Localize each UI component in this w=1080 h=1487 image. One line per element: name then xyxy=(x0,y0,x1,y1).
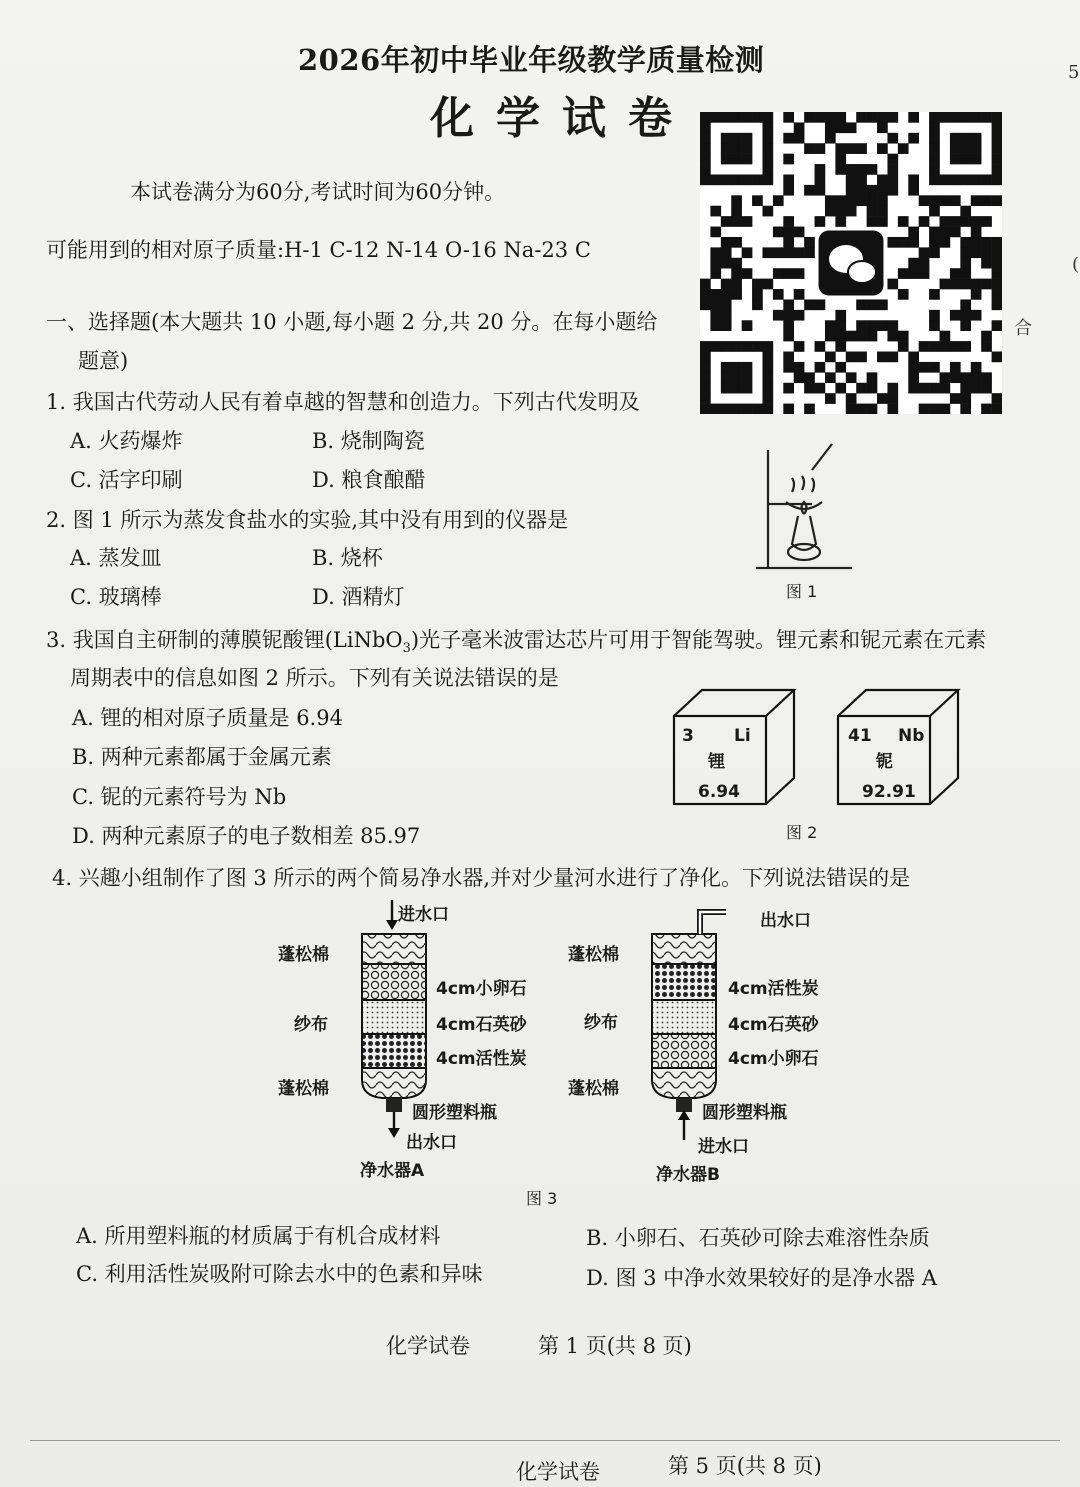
q3-stem-part1: 3. 我国自主研制的薄膜铌酸锂(LiNbO xyxy=(46,628,403,652)
footer5-subject: 化学试卷 xyxy=(516,1460,600,1484)
q4-stem: 4. 兴趣小组制作了图 3 所示的两个简易净水器,并对少量河水进行了净化。下列说法错误的是 xyxy=(52,866,911,890)
filter-b-layer3-label: 4cm小卵石 xyxy=(728,1049,819,1069)
q1-option-c: C. 活字印刷 xyxy=(70,468,183,492)
q1-stem: 1. 我国古代劳动人民有着卓越的智慧和创造力。下列古代发明及 xyxy=(46,390,640,414)
q3-option-a: A. 锂的相对原子质量是 6.94 xyxy=(72,706,343,730)
footer5-page-number: 第 5 页(共 8 页) xyxy=(668,1454,822,1478)
q4-option-b: B. 小卵石、石英砂可除去难溶性杂质 xyxy=(586,1226,930,1250)
filter-a-name: 净水器A xyxy=(360,1161,425,1181)
q2-option-a: A. 蒸发皿 xyxy=(70,546,162,570)
section1-heading-cont: 题意) xyxy=(78,349,129,373)
filter-b-cotton-top-label: 蓬松棉 xyxy=(568,945,619,965)
li-atomic-number: 3 xyxy=(682,726,694,746)
q3-option-d: D. 两种元素原子的电子数相差 85.97 xyxy=(72,824,421,848)
filter-b-name: 净水器B xyxy=(656,1165,720,1185)
footer-subject: 化学试卷 xyxy=(386,1334,470,1358)
q1-option-a: A. 火药爆炸 xyxy=(70,429,183,453)
edge-char-5: 5 xyxy=(1068,62,1080,83)
li-symbol: Li xyxy=(734,726,751,746)
filter-a-cotton-bottom-label: 蓬松棉 xyxy=(278,1079,329,1099)
q3-stem-part2: )光子毫米波雷达芯片可用于智能驾驶。锂元素和铌元素在元素 xyxy=(410,628,987,652)
q4-option-a: A. 所用塑料瓶的材质属于有机合成材料 xyxy=(76,1224,441,1248)
exam-title: 2026年初中毕业年级教学质量检测 xyxy=(298,43,765,77)
q1-option-d: D. 粮食酿醋 xyxy=(312,468,426,492)
q2-stem: 2. 图 1 所示为蒸发食盐水的实验,其中没有用到的仪器是 xyxy=(46,508,569,532)
filter-b-layer2-label: 4cm石英砂 xyxy=(728,1015,819,1035)
filter-a-layer1-label: 4cm小卵石 xyxy=(436,979,527,999)
filter-b-gauze-label: 纱布 xyxy=(584,1013,618,1033)
figure1-label: 图 1 xyxy=(786,582,818,601)
edge-char-paren: ( xyxy=(1072,254,1080,275)
figure3-label: 图 3 xyxy=(526,1189,558,1208)
q4-option-d: D. 图 3 中净水效果较好的是净水器 A xyxy=(586,1266,937,1290)
q2-option-b: B. 烧杯 xyxy=(312,546,383,570)
filter-b-inlet-label: 进水口 xyxy=(698,1137,749,1157)
footer-page-number: 第 1 页(共 8 页) xyxy=(538,1334,692,1358)
subject-title: 化学试卷 xyxy=(430,93,694,144)
atomic-masses: 可能用到的相对原子质量:H-1 C-12 N-14 O-16 Na-23 C xyxy=(46,238,591,262)
figure2-label: 图 2 xyxy=(786,823,818,842)
filter-a-inlet-label: 进水口 xyxy=(398,905,449,925)
q3-stem-line2: 周期表中的信息如图 2 所示。下列有关说法错误的是 xyxy=(70,666,559,690)
filter-b-cotton-bottom-label: 蓬松棉 xyxy=(568,1079,619,1099)
nb-symbol: Nb xyxy=(898,726,925,746)
filter-b-layer1-label: 4cm活性炭 xyxy=(728,979,819,999)
q4-option-c: C. 利用活性炭吸附可除去水中的色素和异味 xyxy=(76,1262,483,1286)
nb-atomic-number: 41 xyxy=(848,726,872,746)
nb-mass: 92.91 xyxy=(862,782,916,802)
li-name: 锂 xyxy=(708,752,725,772)
filter-a-layer3-label: 4cm活性炭 xyxy=(436,1049,527,1069)
qr-code[interactable] xyxy=(700,112,1002,414)
filter-a-cotton-top-label: 蓬松棉 xyxy=(278,945,329,965)
figure1-evaporation-apparatus xyxy=(752,440,862,578)
filter-a-bottle-label: 圆形塑料瓶 xyxy=(412,1103,497,1123)
filter-a-layer2-label: 4cm石英砂 xyxy=(436,1015,527,1035)
q2-option-c: C. 玻璃棒 xyxy=(70,585,162,609)
edge-char-he: 合 xyxy=(1014,318,1032,339)
filter-a-outlet-label: 出水口 xyxy=(406,1133,457,1153)
nb-name: 铌 xyxy=(876,752,893,772)
q3-option-b: B. 两种元素都属于金属元素 xyxy=(72,745,332,769)
qr-code-graphic xyxy=(700,112,1002,414)
filter-a-gauze-label: 纱布 xyxy=(294,1015,328,1035)
q3-stem-line1 xyxy=(46,624,986,656)
q3-stem-subscript: 3 xyxy=(402,641,411,657)
filter-b-bottle-label: 圆形塑料瓶 xyxy=(702,1103,787,1123)
filter-b-outlet-label: 出水口 xyxy=(760,911,811,931)
q3-option-c: C. 铌的元素符号为 Nb xyxy=(72,785,287,809)
score-note: 本试卷满分为60分,考试时间为60分钟。 xyxy=(130,180,506,204)
li-mass: 6.94 xyxy=(698,782,740,802)
page-divider xyxy=(30,1440,1060,1441)
section1-heading: 一、选择题(本大题共 10 小题,每小题 2 分,共 20 分。在每小题给 xyxy=(46,310,658,334)
q1-option-b: B. 烧制陶瓷 xyxy=(312,429,425,453)
q2-option-d: D. 酒精灯 xyxy=(312,585,405,609)
